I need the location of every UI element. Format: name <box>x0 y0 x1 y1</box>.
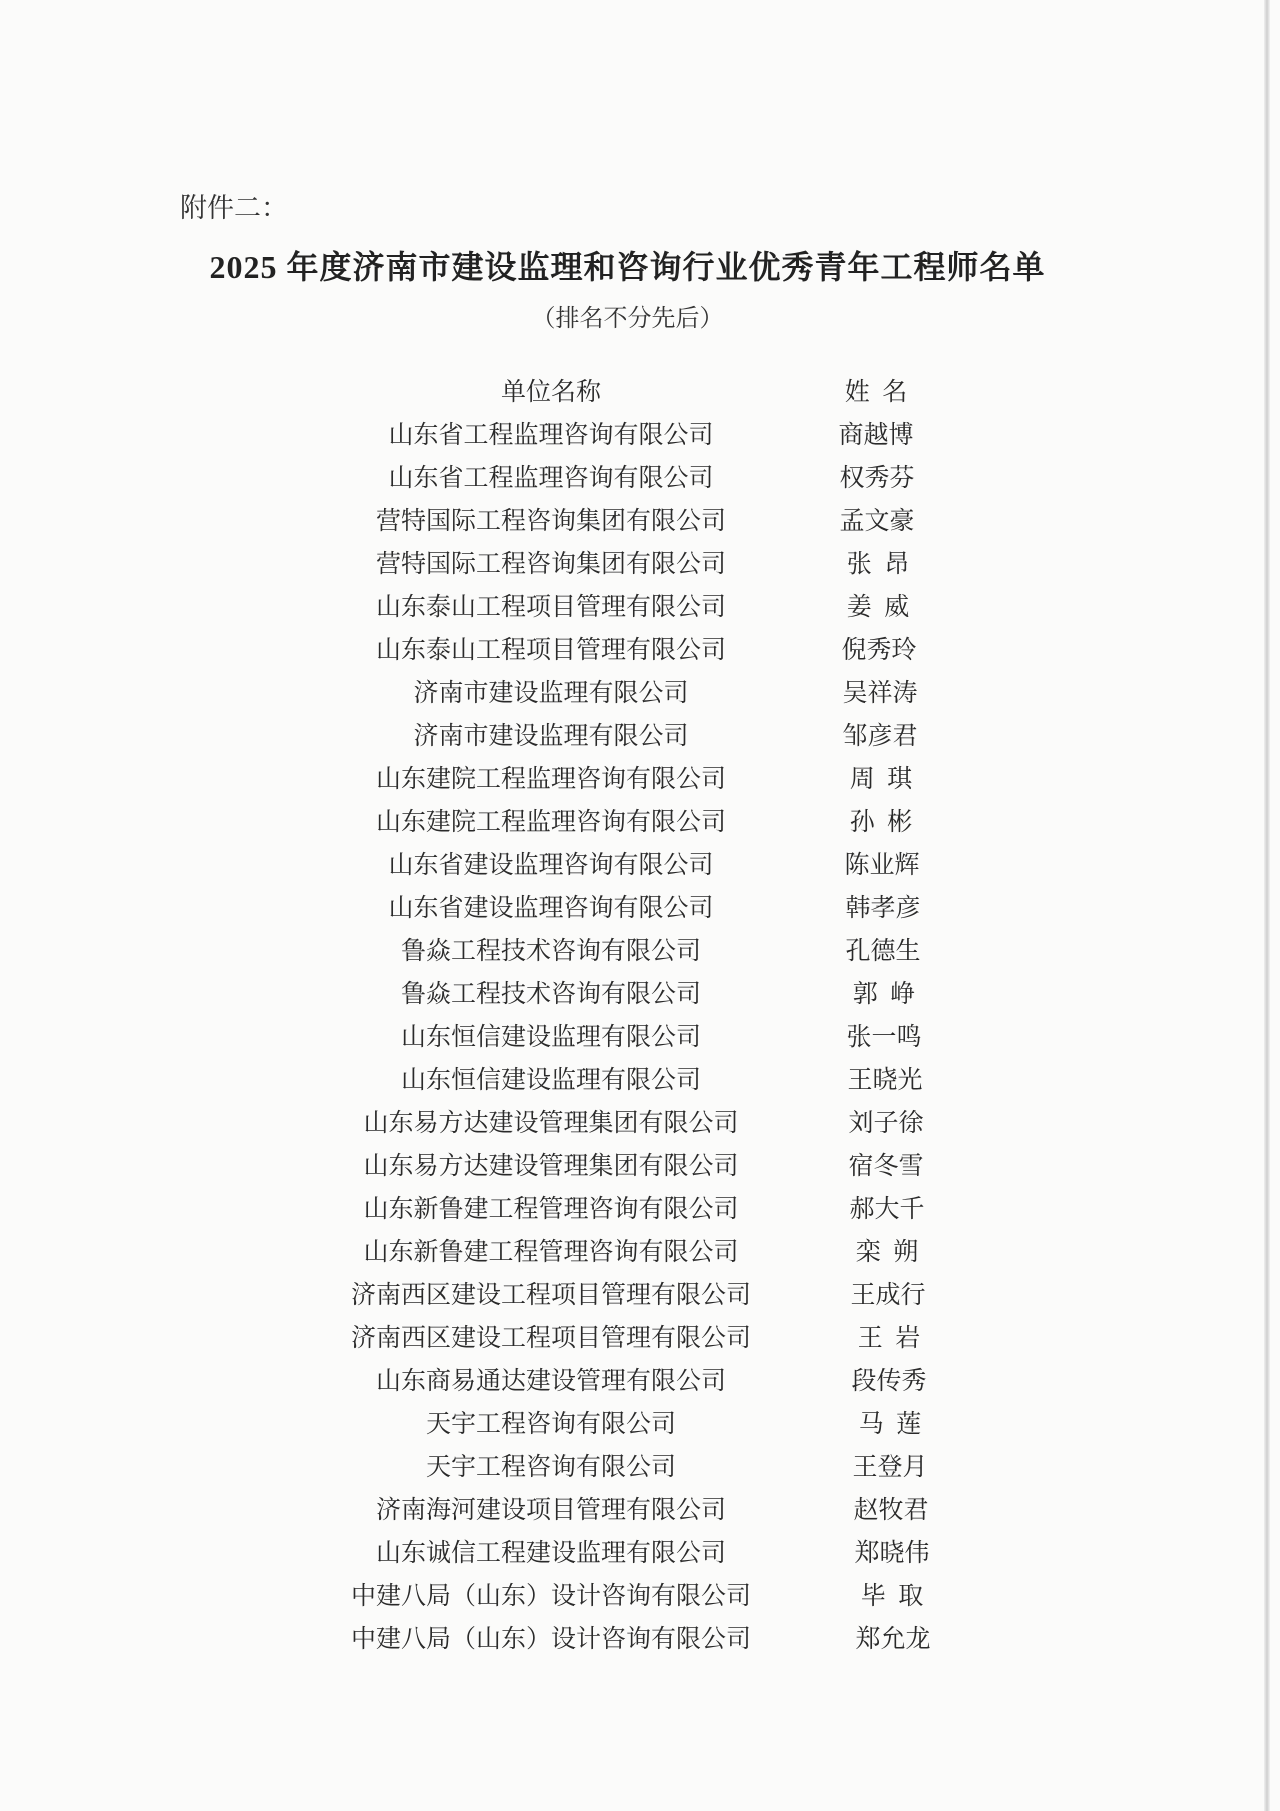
table-row <box>0 931 1280 974</box>
table-row <box>0 1189 1280 1232</box>
person-name: 郑允龙 <box>855 1626 931 1653</box>
company-name: 济南西区建设工程项目管理有限公司 <box>351 1282 752 1309</box>
table-row <box>0 544 1280 587</box>
table-row <box>0 1017 1280 1060</box>
company-name: 山东建院工程监理咨询有限公司 <box>375 809 726 836</box>
table-row <box>0 802 1280 845</box>
company-name: 天宇工程咨询有限公司 <box>425 1454 676 1481</box>
company-name: 济南市建设监理有限公司 <box>413 723 689 750</box>
person-name: 王 岩 <box>857 1325 921 1352</box>
company-name: 山东省工程监理咨询有限公司 <box>388 422 714 449</box>
person-name: 段传秀 <box>851 1368 927 1395</box>
company-name: 中建八局（山东）设计咨询有限公司 <box>351 1626 752 1653</box>
person-name: 王登月 <box>852 1454 928 1481</box>
company-name: 山东恒信建设监理有限公司 <box>400 1024 701 1051</box>
table-row <box>0 587 1280 630</box>
person-name: 商越博 <box>838 422 914 449</box>
company-name: 山东新鲁建工程管理咨询有限公司 <box>363 1196 739 1223</box>
person-name: 王晓光 <box>847 1067 923 1094</box>
table-row <box>0 1576 1280 1619</box>
person-name: 宿冬雪 <box>848 1153 924 1180</box>
table-row <box>0 845 1280 888</box>
company-name: 山东泰山工程项目管理有限公司 <box>375 637 726 664</box>
table-row <box>0 1103 1280 1146</box>
company-name: 山东易方达建设管理集团有限公司 <box>363 1110 739 1137</box>
table-row <box>0 1275 1280 1318</box>
person-name: 权秀芬 <box>839 465 915 492</box>
honoree-table <box>0 372 1280 1662</box>
company-name: 山东省建设监理咨询有限公司 <box>388 895 714 922</box>
table-row <box>0 1447 1280 1490</box>
company-name: 营特国际工程咨询集团有限公司 <box>375 508 726 535</box>
company-name: 山东省工程监理咨询有限公司 <box>388 465 714 492</box>
company-name: 山东诚信工程建设监理有限公司 <box>375 1540 726 1567</box>
company-name: 山东建院工程监理咨询有限公司 <box>375 766 726 793</box>
person-name: 张一鸣 <box>846 1024 922 1051</box>
table-row <box>0 1404 1280 1447</box>
person-name: 吴祥涛 <box>842 680 918 707</box>
table-row <box>0 673 1280 716</box>
table-row <box>0 1146 1280 1189</box>
company-name: 山东商易通达建设管理有限公司 <box>375 1368 726 1395</box>
company-name: 营特国际工程咨询集团有限公司 <box>375 551 726 578</box>
table-row <box>0 458 1280 501</box>
table-row <box>0 1361 1280 1404</box>
table-row <box>0 1619 1280 1662</box>
person-name: 姜 威 <box>846 594 910 621</box>
table-row <box>0 1533 1280 1576</box>
company-name: 山东新鲁建工程管理咨询有限公司 <box>363 1239 739 1266</box>
attachment-label: 附件二： <box>180 193 288 223</box>
table-row <box>0 415 1280 458</box>
person-name: 毕 取 <box>860 1583 924 1610</box>
table-row <box>0 1060 1280 1103</box>
table-row <box>0 501 1280 544</box>
company-name: 鲁焱工程技术咨询有限公司 <box>400 938 701 965</box>
table-row <box>0 630 1280 673</box>
person-name: 韩孝彦 <box>845 895 921 922</box>
table-header-row <box>0 372 1280 415</box>
header-name: 姓 名 <box>844 379 908 406</box>
table-row <box>0 974 1280 1017</box>
person-name: 郭 峥 <box>852 981 916 1008</box>
document-title: 2025 年度济南市建设监理和咨询行业优秀青年工程师名单 <box>209 249 1046 285</box>
company-name: 山东易方达建设管理集团有限公司 <box>363 1153 739 1180</box>
table-row <box>0 1318 1280 1361</box>
person-name: 倪秀玲 <box>841 637 917 664</box>
table-row <box>0 1232 1280 1275</box>
company-name: 山东恒信建设监理有限公司 <box>400 1067 701 1094</box>
person-name: 陈业辉 <box>844 852 920 879</box>
person-name: 王成行 <box>850 1282 926 1309</box>
person-name: 邹彦君 <box>842 723 918 750</box>
company-name: 天宇工程咨询有限公司 <box>425 1411 676 1438</box>
person-name: 赵牧君 <box>853 1497 929 1524</box>
company-name: 山东省建设监理咨询有限公司 <box>388 852 714 879</box>
person-name: 刘子徐 <box>848 1110 924 1137</box>
company-name: 山东泰山工程项目管理有限公司 <box>375 594 726 621</box>
company-name: 济南西区建设工程项目管理有限公司 <box>351 1325 752 1352</box>
header-company: 单位名称 <box>500 379 601 406</box>
document-subtitle: （排名不分先后） <box>531 306 724 332</box>
table-row <box>0 759 1280 802</box>
person-name: 周 琪 <box>849 766 913 793</box>
company-name: 济南市建设监理有限公司 <box>413 680 689 707</box>
person-name: 张 昂 <box>846 551 910 578</box>
person-name: 郝大千 <box>849 1196 925 1223</box>
table-row <box>0 888 1280 931</box>
person-name: 栾 朔 <box>855 1239 919 1266</box>
company-name: 鲁焱工程技术咨询有限公司 <box>400 981 701 1008</box>
table-row <box>0 716 1280 759</box>
person-name: 马 莲 <box>858 1411 922 1438</box>
person-name: 孔德生 <box>845 938 921 965</box>
person-name: 孟文豪 <box>839 508 915 535</box>
person-name: 孙 彬 <box>849 809 913 836</box>
company-name: 济南海河建设项目管理有限公司 <box>375 1497 726 1524</box>
table-row <box>0 1490 1280 1533</box>
person-name: 郑晓伟 <box>854 1540 930 1567</box>
company-name: 中建八局（山东）设计咨询有限公司 <box>351 1583 752 1610</box>
